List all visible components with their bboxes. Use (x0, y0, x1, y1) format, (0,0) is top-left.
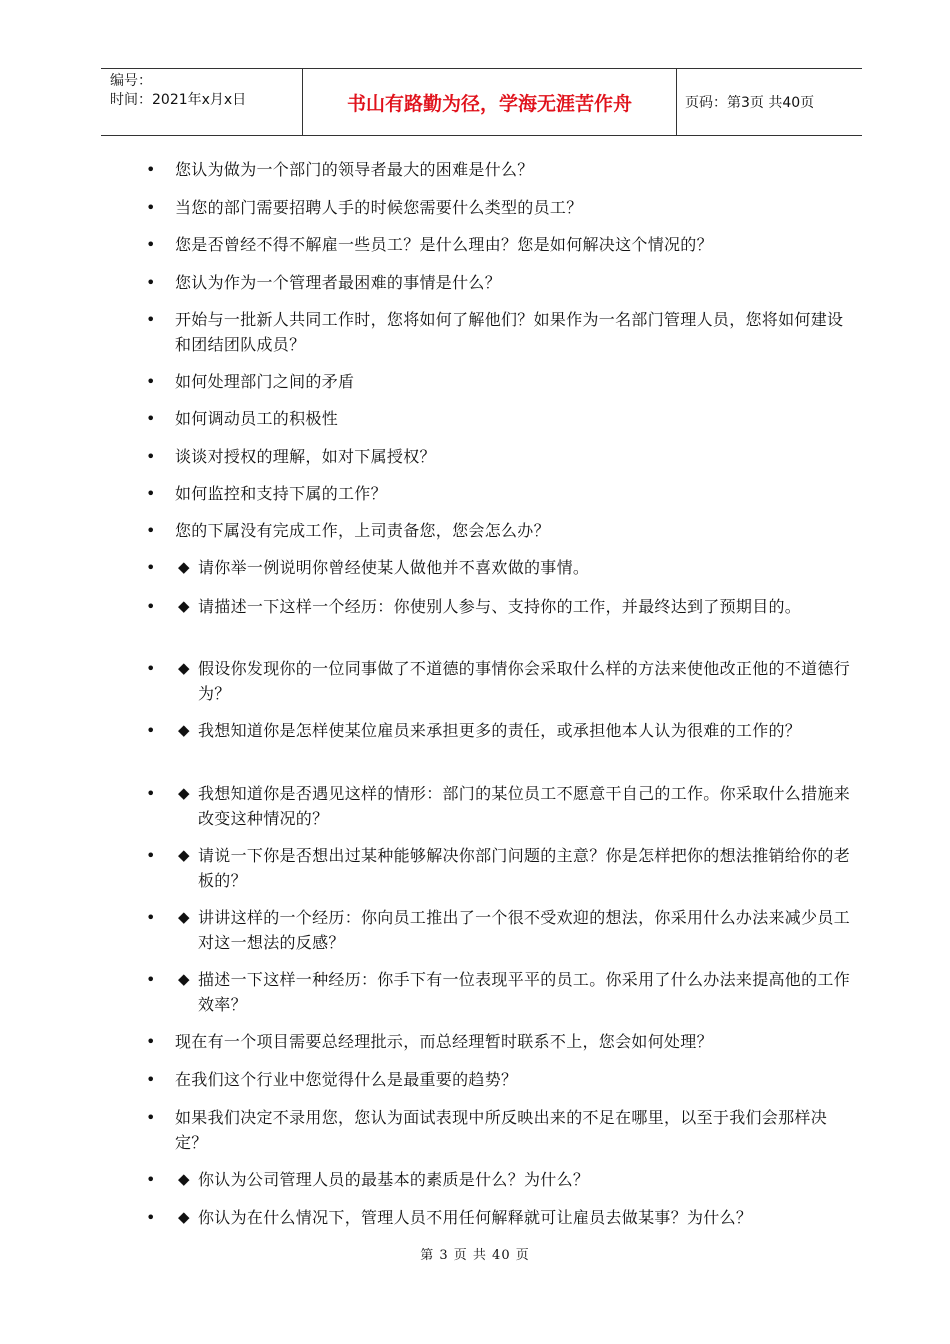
list-item-text: 请描述一下这样一个经历：你使别人参与、支持你的工作，并最终达到了预期目的。 (198, 597, 802, 616)
diamond-bullet-icon: ◆ (178, 558, 190, 576)
page-header (101, 68, 862, 136)
list-item-text: 当您的部门需要招聘人手的时候您需要什么类型的员工？ (175, 198, 583, 217)
list-item-text: 开始与一批新人共同工作时，您将如何了解他们？如果作为一名部门管理人员，您将如何建设和团结团队成员？ (175, 310, 844, 354)
list-item (146, 369, 856, 394)
list-item-text: 在我们这个行业中您觉得什么是最重要的趋势？ (175, 1070, 518, 1089)
bullet-icon: • (146, 659, 156, 678)
diamond-bullet-icon: ◆ (178, 908, 190, 926)
list-item (146, 1167, 856, 1192)
list-item (146, 718, 856, 743)
list-item-text: 如何监控和支持下属的工作？ (175, 484, 387, 503)
bullet-icon: • (146, 1108, 156, 1127)
list-item (146, 967, 856, 1017)
list-item-text: 讲讲这样的一个经历：你向员工推出了一个很不受欢迎的想法，你采用什么办法来减少员工对这一想法的反感？ (198, 908, 851, 952)
diamond-bullet-icon: ◆ (178, 784, 190, 802)
list-item (146, 555, 856, 580)
bullet-icon: • (146, 310, 156, 329)
bullet-icon: • (146, 721, 156, 740)
bullet-icon: • (146, 235, 156, 254)
list-item-text: 请说一下你是否想出过某种能够解决你部门问题的主意？你是怎样把你的想法推销给你的老板的？ (198, 846, 851, 890)
diamond-bullet-icon: ◆ (178, 721, 190, 739)
page-footer: 第 3 页 共 40 页 (420, 1248, 530, 1263)
diamond-bullet-icon: ◆ (178, 970, 190, 988)
list-item (146, 843, 856, 893)
bullet-icon: • (146, 198, 156, 217)
list-item-text: 现在有一个项目需要总经理批示，而总经理暂时联系不上，您会如何处理？ (175, 1032, 713, 1051)
time-label: 时间：2021年x月x日 (110, 92, 247, 108)
list-item-text: 如何调动员工的积极性 (175, 409, 339, 428)
list-item-text: 你认为公司管理人员的最基本的素质是什么？为什么？ (198, 1170, 590, 1189)
list-item-text: 我想知道你是否遇见这样的情形：部门的某位员工不愿意干自己的工作。你采取什么措施来改变这种情况的？ (198, 784, 851, 828)
list-item (146, 195, 856, 220)
list-item (146, 444, 856, 469)
list-item (146, 1105, 856, 1155)
header-meta (101, 69, 302, 135)
list-item-text: 您是否曾经不得不解雇一些员工？是什么理由？您是如何解决这个情况的？ (175, 235, 713, 254)
bullet-icon: • (146, 372, 156, 391)
list-item-text: 我想知道你是怎样使某位雇员来承担更多的责任，或承担他本人认为很难的工作的？ (198, 721, 802, 740)
list-item (146, 157, 856, 182)
list-item (146, 1067, 856, 1092)
bullet-icon: • (146, 484, 156, 503)
diamond-bullet-icon: ◆ (178, 659, 190, 677)
header-motto: 书山有路勤为径，学海无涯苦作舟 (302, 69, 677, 135)
list-item (146, 1205, 856, 1230)
list-item (146, 1029, 856, 1054)
bullet-icon: • (146, 970, 156, 989)
bullet-icon: • (146, 784, 156, 803)
list-item-text: 您认为作为一个管理者最困难的事情是什么？ (175, 273, 502, 292)
header-page-code: 页码：第3页 共40页 (685, 95, 815, 111)
list-item-text: 你认为在什么情况下，管理人员不用任何解释就可让雇员去做某事？为什么？ (198, 1208, 753, 1227)
bullet-icon: • (146, 521, 156, 540)
bullet-icon: • (146, 1070, 156, 1089)
list-item-text: 谈谈对授权的理解，如对下属授权？ (175, 447, 436, 466)
bullet-icon: • (146, 908, 156, 927)
list-item-text: 如何处理部门之间的矛盾 (175, 372, 355, 391)
diamond-bullet-icon: ◆ (178, 597, 190, 615)
diamond-bullet-icon: ◆ (178, 1208, 190, 1226)
bullet-icon: • (146, 1032, 156, 1051)
bullet-icon: • (146, 160, 156, 179)
bullet-icon: • (146, 558, 156, 577)
list-item (146, 307, 856, 357)
list-item-text: 您的下属没有完成工作，上司责备您，您会怎么办？ (175, 521, 550, 540)
bullet-icon: • (146, 1170, 156, 1189)
list-item-text: 描述一下这样一种经历：你手下有一位表现平平的员工。你采用了什么办法来提高他的工作效率？ (198, 970, 851, 1014)
list-item (146, 656, 856, 706)
diamond-bullet-icon: ◆ (178, 846, 190, 864)
bullet-icon: • (146, 597, 156, 616)
list-item-text: 请你举一例说明你曾经使某人做他并不喜欢做的事情。 (198, 558, 590, 577)
list-item (146, 905, 856, 955)
list-item (146, 781, 856, 831)
bullet-icon: • (146, 409, 156, 428)
diamond-bullet-icon: ◆ (178, 1170, 190, 1188)
list-item (146, 232, 856, 257)
list-item-text: 如果我们决定不录用您，您认为面试表现中所反映出来的不足在哪里，以至于我们会那样决定？ (175, 1108, 828, 1152)
list-item (146, 270, 856, 295)
list-item (146, 406, 856, 431)
list-item (146, 594, 856, 619)
list-item-text: 您认为做为一个部门的领导者最大的困难是什么？ (175, 160, 534, 179)
bullet-icon: • (146, 846, 156, 865)
list-item-text: 假设你发现你的一位同事做了不道德的事情你会采取什么样的方法来使他改正他的不道德行为？ (198, 659, 851, 703)
bullet-icon: • (146, 1208, 156, 1227)
list-item (146, 518, 856, 543)
bullet-icon: • (146, 447, 156, 466)
number-label: 编号： (110, 73, 152, 89)
bullet-icon: • (146, 273, 156, 292)
list-item (146, 481, 856, 506)
